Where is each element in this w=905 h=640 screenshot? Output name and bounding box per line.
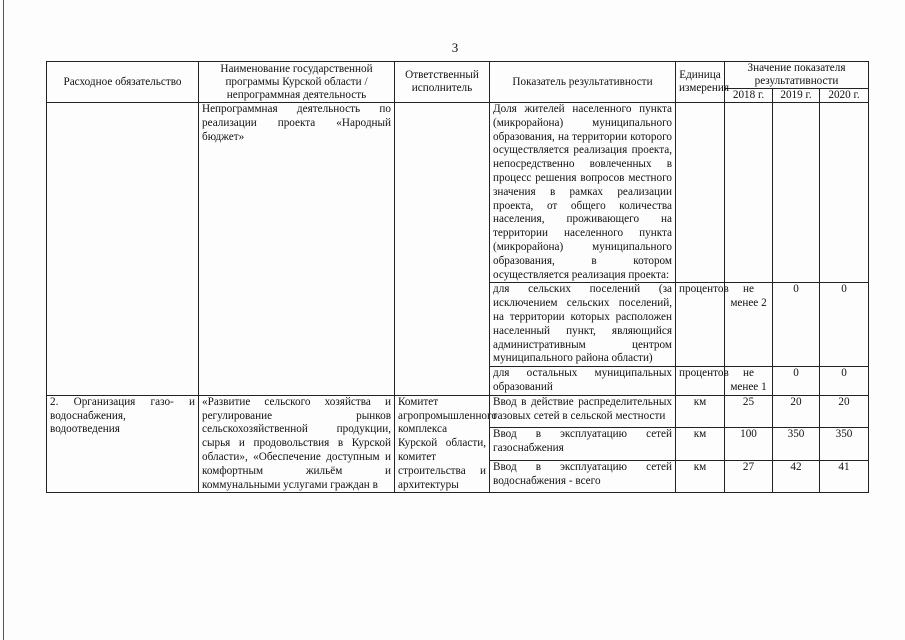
page-number: 3 xyxy=(451,40,459,55)
cell-indicator: Ввод в эксплуатацию сетей газоснабжения xyxy=(490,428,676,461)
cell-value-2018: 27 xyxy=(725,460,773,493)
cell-value-2020: 20 xyxy=(820,395,869,428)
cell-indicator: Ввод в эксплуатацию сетей водоснабжения - всего xyxy=(490,460,676,493)
header-year-2019: 2019 г. xyxy=(773,89,820,103)
page-left-edge xyxy=(3,0,4,640)
header-indicator: Показатель результативности xyxy=(490,62,676,103)
header-year-2018: 2018 г. xyxy=(725,89,773,103)
cell-value-2020: 0 xyxy=(820,283,869,367)
results-table xyxy=(46,61,869,493)
cell-unit: процентов xyxy=(676,367,725,396)
cell-value-2018: 100 xyxy=(725,428,773,461)
cell-unit xyxy=(676,103,725,283)
cell-obligation xyxy=(47,103,199,396)
header-unit: Единица измерения xyxy=(676,62,725,103)
cell-value-2018: 25 xyxy=(725,395,773,428)
cell-indicator: для сельских поселений (за исключением сельских поселений, на территории которых расположен населенный пункт, являющийся административным центром муниципального района области) xyxy=(490,283,676,367)
cell-program: Непрограммная деятельность по реализации проекта «Народный бюджет» xyxy=(199,103,395,396)
cell-value-2020 xyxy=(820,103,869,283)
cell-value-2020: 350 xyxy=(820,428,869,461)
header-obligation: Расходное обязательство xyxy=(47,62,199,103)
header-executor: Ответственный исполнитель xyxy=(395,62,490,103)
table-row xyxy=(47,395,869,428)
table-row xyxy=(47,103,869,283)
cell-value-2020: 0 xyxy=(820,367,869,396)
header-year-2020: 2020 г. xyxy=(820,89,869,103)
cell-value-2020: 41 xyxy=(820,460,869,493)
cell-obligation: 2. Организация газо- и водоснабжения, водоотведения xyxy=(47,395,199,493)
cell-value-2019: 42 xyxy=(773,460,820,493)
cell-indicator: Ввод в действие распределительных газовых сетей в сельской местности xyxy=(490,395,676,428)
cell-value-2019: 350 xyxy=(773,428,820,461)
cell-indicator: для остальных муниципальных образований xyxy=(490,367,676,396)
cell-unit: км xyxy=(676,428,725,461)
header-values-group: Значение показателя результативности xyxy=(725,62,869,89)
cell-value-2019: 0 xyxy=(773,367,820,396)
cell-value-2018: не менее 2 xyxy=(725,283,773,367)
cell-value-2019 xyxy=(773,103,820,283)
cell-value-2019: 0 xyxy=(773,283,820,367)
cell-value-2018: не менее 1 xyxy=(725,367,773,396)
cell-unit: км xyxy=(676,395,725,428)
cell-executor xyxy=(395,103,490,396)
cell-value-2018 xyxy=(725,103,773,283)
cell-value-2019: 20 xyxy=(773,395,820,428)
header-program: Наименование государственной программы Курской области / непрограммная деятельность xyxy=(199,62,395,103)
cell-unit: процентов xyxy=(676,283,725,367)
cell-program: «Развитие сельского хозяйства и регулирование рынков сельскохозяйственной продукции, сырья и продовольствия в Курской области», «Обеспечение доступным и комфортным жильём и коммунальными услугами граждан в xyxy=(199,395,395,493)
cell-indicator: Доля жителей населенного пункта (микрорайона) муниципального образования, на территории которого осуществляется реализация проекта, непосредственно вовлеченных в процесс решения вопросов местного значения в рамках реализации проекта, от общего количества населения, проживающего на территории населенного пункта (микрорайона) муниципального образования, в котором осуществляется реализация проекта: xyxy=(490,103,676,283)
cell-unit: км xyxy=(676,460,725,493)
cell-executor: Комитет агропромышленного комплекса Курской области, комитет строительства и архитектуры xyxy=(395,395,490,493)
